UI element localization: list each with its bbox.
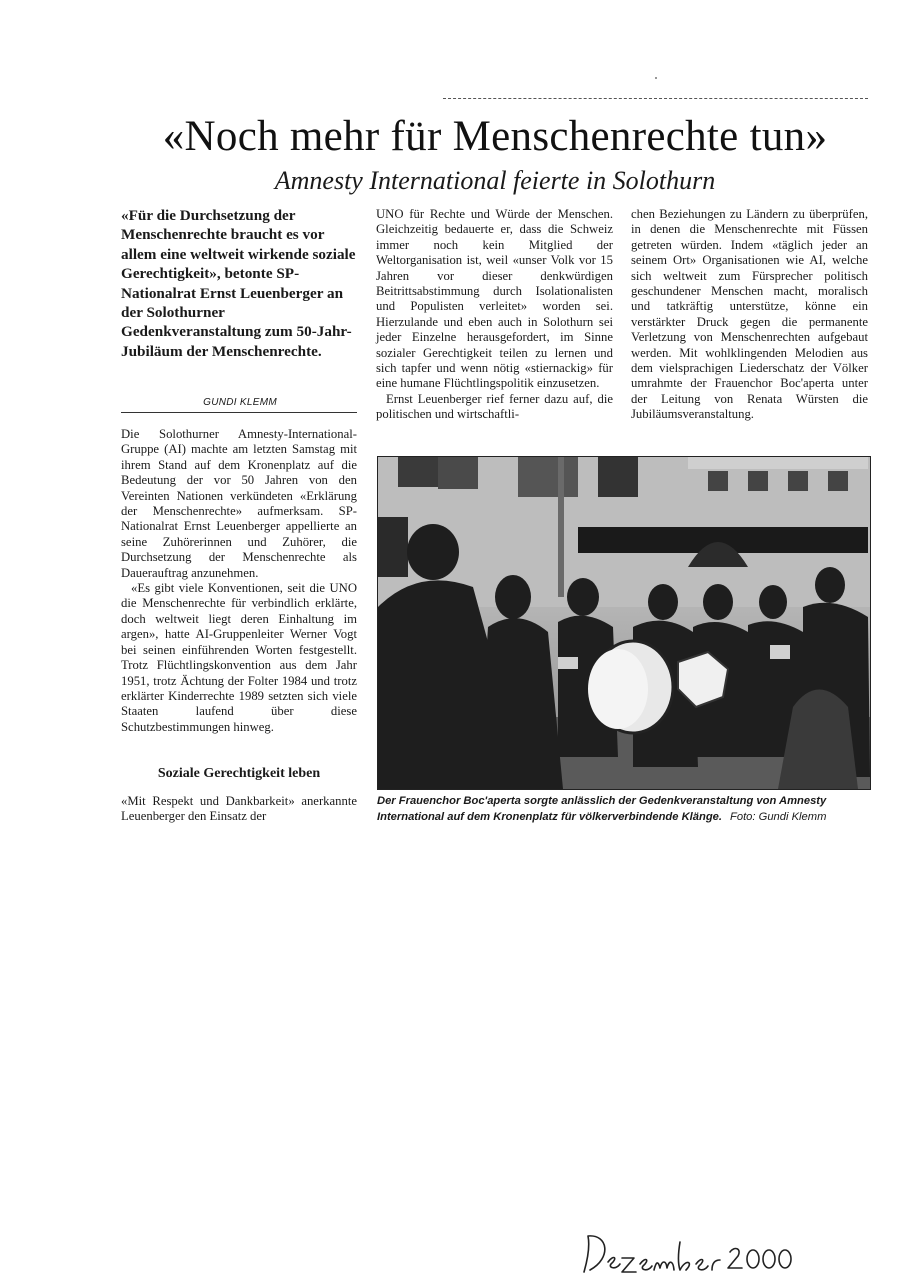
photo-illustration — [378, 457, 870, 789]
photo-caption — [377, 794, 877, 825]
column-2-text — [376, 207, 613, 423]
paragraph: UNO für Rechte und Würde der Menschen. Gleichzeitig bedauerte er, dass die Schweiz immer noch kein Mitglied der Weltorganisation ist, weil «unser Volk vor 15 Jahren vor dieser denkwürdigen Beitrittsabstimmung durch Isolationalisten und Populisten verleitet» worden sei. Hierzulande und eben auch in Solothurn sei jeder Einzelne herausgefordert, im Sinne sozialer Gerechtigkeit teilen zu lernen und sich tapfer und wenn nötig «stiernackig» für eine humane Flüchtlingspolitik einzusetzen. — [376, 207, 613, 391]
lead-paragraph: «Für die Durchsetzung der Menschenrechte braucht es vor allem eine weltweit wirkende soziale Gerechtigkeit», betonte SP-Nationalrat Ernst Leuenberger an der Solothurner Gedenkveranstaltung zum 50-Jahr-Jubiläum der Menschenrechte. — [121, 207, 356, 360]
handwriting-drawing — [578, 1228, 798, 1278]
paragraph: chen Beziehungen zu Ländern zu überprüfen, in denen die Menschenrechte mit Füssen getreten würden. Indem «täglich jeder an seinem Ort» Organisationen wie AI, welche sich weltweit zum Fürsprecher politisch geschundener Menschen macht, moralisch und tatkräftig unterstütze, könne ein verstärkter Druck gegen die permanente Verletzung von Menschenrechten aufgebaut werden. Mit wohlklingenden Melodien aus dem vielsprachigen Liederschatz der Völker umrahmte der Frauenchor Boc'aperta unter der Leitung von Renata Würsten die Jubiläumsveranstaltung. — [631, 207, 868, 422]
subheadline: Amnesty International feierte in Solothurn — [274, 166, 716, 195]
paragraph: «Es gibt viele Konventionen, seit die UNO die Menschenrechte für verbindlich erklärte, doch weltweit liegt deren Einhaltung im argen», hatte AI-Gruppenleiter Werner Vogt bei seinen einführenden Worten festgestellt. Trotz Flüchtlingskonvention aus dem Jahr 1951, trotz Ächtung der Folter 1984 und trotz erklärter Kinderrechte 1989 setzten sich viele Staaten laufend über diese Schutzbestimmungen hinweg. — [121, 581, 357, 734]
column-1-text — [121, 427, 357, 735]
paragraph: «Mit Respekt und Dankbarkeit» anerkannte Leuenberger den Einsatz der — [121, 794, 357, 824]
column-3-text — [631, 207, 868, 423]
byline-rule — [121, 412, 357, 413]
choir-photo — [377, 456, 871, 790]
caption-text: Der Frauenchor Boc'aperta sorgte anlässlich der Gedenkveranstaltung von Amnesty International auf dem Kronenplatz für völkerverbindende Klänge. — [377, 795, 827, 823]
column-1-continued — [121, 794, 357, 825]
top-dashed-rule — [443, 98, 868, 99]
paper-speck — [655, 77, 657, 79]
headline: «Noch mehr für Menschenrechte tun» — [162, 113, 828, 160]
paragraph: Die Solothurner Amnesty-International-Gruppe (AI) machte am letzten Samstag mit ihrem Stand auf dem Kronenplatz auf die Bedeutung der vor 50 Jahren von den Vereinten Nationen verkündeten «Erklärung der Menschenrechte» aufmerksam. SP-Nationalrat Ernst Leuenberger appellierte an seine Zuhörerinnen und Zuhörer, die Durchsetzung der Menschenrechte als Dauerauftrag anzunehmen. — [121, 427, 357, 580]
photo-credit: Foto: Gundi Klemm — [730, 810, 827, 823]
author-byline: GUNDI KLEMM — [203, 397, 277, 408]
handwritten-date-note — [578, 1228, 798, 1278]
paragraph: Ernst Leuenberger rief ferner dazu auf, die politischen und wirtschaftli- — [376, 391, 613, 422]
section-subtitle: Soziale Gerechtigkeit leben — [157, 766, 321, 781]
